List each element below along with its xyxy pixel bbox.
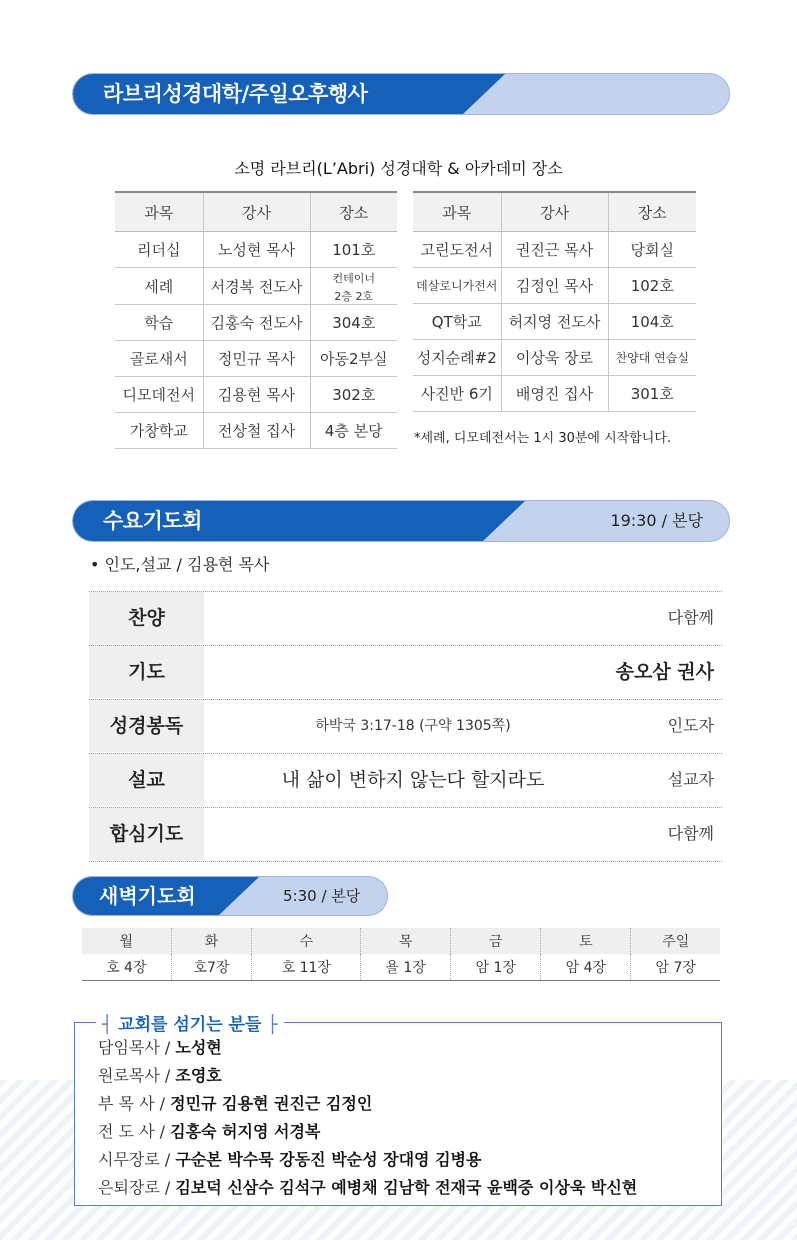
table-row: [413, 340, 696, 376]
place-cell: 102호: [608, 268, 696, 304]
staff-names: 조영호: [175, 1066, 222, 1085]
section-title: 수요기도회: [103, 509, 202, 533]
table-row: [413, 304, 696, 340]
day-cell: 주일: [631, 928, 720, 954]
table-row: [115, 377, 397, 413]
teacher-cell: 이상욱 장로: [501, 340, 608, 376]
place-line2: 2층 2호: [334, 290, 374, 303]
section-header-dawn: [72, 876, 388, 916]
reading-cell: 호7장: [171, 954, 252, 981]
title-divider-right: ├: [267, 1015, 278, 1035]
table-row: [115, 268, 397, 305]
service-time: 5:30 / 본당: [283, 887, 361, 905]
staff-role: 은퇴장로 /: [98, 1178, 176, 1197]
place-cell: 4층 본당: [310, 413, 397, 449]
order-label: 합심기도: [89, 808, 204, 860]
teacher-cell: 배영진 집사: [501, 376, 608, 412]
staff-names: 구순본 박수묵 강동진 박순성 장대영 김병용: [175, 1150, 482, 1169]
table-row: [115, 341, 397, 377]
days-row: [82, 928, 720, 954]
reading-cell: 암 1장: [451, 954, 541, 981]
order-row: [89, 808, 722, 862]
staff-role: 전 도 사 /: [98, 1122, 171, 1141]
teacher-cell: 김홍숙 전도사: [203, 305, 310, 341]
table-row: [115, 305, 397, 341]
service-time: 19:30 / 본당: [610, 511, 703, 530]
place-cell: 302호: [310, 377, 397, 413]
section-header-labri: [72, 73, 730, 115]
day-cell: 수: [252, 928, 361, 954]
teacher-cell: 서경복 전도사: [203, 268, 310, 305]
teacher-cell: 권진근 목사: [501, 232, 608, 268]
order-person: 설교자: [667, 770, 714, 789]
staff-row: [98, 1174, 637, 1202]
staff-role: 원로목사 /: [98, 1066, 176, 1085]
place-cell: 당회실: [608, 232, 696, 268]
staff-row: [98, 1146, 637, 1174]
order-row: [89, 700, 722, 754]
staff-row: [98, 1062, 637, 1090]
staff-names: 김보덕 신삼수 김석구 예병채 김남학 전재국 윤백중 이상욱 박신현: [175, 1178, 638, 1197]
table-row: [115, 232, 397, 268]
staff-title: 교회를 섬기는 분들: [118, 1015, 262, 1035]
leader-line: • 인도,설교 / 김용현 목사: [90, 555, 270, 574]
day-cell: 금: [451, 928, 541, 954]
day-cell: 목: [361, 928, 451, 954]
subject-cell: 골로새서: [115, 341, 203, 377]
place-line1: 컨테이너: [332, 272, 375, 285]
subject-cell: 세례: [115, 268, 203, 305]
order-label: 설교: [89, 754, 204, 806]
order-of-service: [89, 591, 722, 862]
section-header-wednesday: [72, 500, 730, 542]
dawn-reading-table: [82, 928, 720, 981]
table-header-row: [115, 192, 397, 232]
section-title: 새벽기도회: [99, 884, 196, 908]
subject-cell: 성지순례#2: [413, 340, 501, 376]
header-place: 장소: [608, 192, 696, 232]
day-cell: 월: [82, 928, 171, 954]
staff-row: [98, 1090, 637, 1118]
readings-row: [82, 954, 720, 981]
header-teacher: 강사: [203, 192, 310, 232]
staff-role: 담임목사 /: [98, 1038, 176, 1057]
staff-row: [98, 1118, 637, 1146]
table-row: [413, 232, 696, 268]
order-person: 송오삼 권사: [615, 661, 714, 683]
staff-names: 정민규 김용현 권진근 김정인: [170, 1094, 373, 1113]
table-row: [115, 413, 397, 449]
table-row: [413, 376, 696, 412]
staff-role: 시무장로 /: [98, 1150, 176, 1169]
table-row: [413, 268, 696, 304]
place-cell: 101호: [310, 232, 397, 268]
staff-role: 부 목 사 /: [98, 1094, 171, 1113]
teacher-cell: 정민규 목사: [203, 341, 310, 377]
reading-cell: 암 7장: [631, 954, 720, 981]
schedule-table-left: [115, 191, 397, 449]
order-person: 인도자: [667, 716, 714, 735]
staff-names: 김홍숙 허지영 서경복: [170, 1122, 321, 1141]
reading-cell: 욜 1장: [361, 954, 451, 981]
order-row: [89, 646, 722, 700]
subject-cell: 학습: [115, 305, 203, 341]
teacher-cell: 노성현 목사: [203, 232, 310, 268]
reading-cell: 호 11장: [252, 954, 361, 981]
place-cell: 304호: [310, 305, 397, 341]
place-cell: 104호: [608, 304, 696, 340]
teacher-cell: 허지영 전도사: [501, 304, 608, 340]
header-subject: 과목: [115, 192, 203, 232]
place-cell: 아동2부실: [310, 341, 397, 377]
subject-cell: QT학교: [413, 304, 501, 340]
sermon-title: 내 삶이 변하지 않는다 할지라도: [281, 769, 545, 791]
day-cell: 화: [171, 928, 252, 954]
subject-cell: 고린도전서: [413, 232, 501, 268]
header-place: 장소: [310, 192, 397, 232]
subject-cell: 데살로니가전서: [413, 268, 501, 304]
teacher-cell: 김용현 목사: [203, 377, 310, 413]
order-row: [89, 592, 722, 646]
order-row: [89, 754, 722, 808]
header-subject: 과목: [413, 192, 501, 232]
section-title: 라브리성경대학/주일오후행사: [103, 82, 368, 106]
place-cell: 찬양대 연습실: [608, 340, 696, 376]
title-divider-left: ┤: [102, 1015, 113, 1035]
schedule-note: *세례, 디모데전서는 1시 30분에 시작합니다.: [414, 431, 672, 446]
reading-cell: 호 4장: [82, 954, 171, 981]
teacher-cell: 김정인 목사: [501, 268, 608, 304]
order-label: 찬양: [89, 592, 204, 644]
schedule-caption: 소명 라브리(L’Abri) 성경대학 & 아카데미 장소: [234, 159, 563, 178]
header-teacher: 강사: [501, 192, 608, 232]
staff-list: [98, 1034, 637, 1202]
subject-cell: 디모데전서: [115, 377, 203, 413]
staff-title-wrap: [96, 1010, 284, 1035]
order-person: 다함께: [667, 608, 714, 627]
order-detail: 하박국 3:17-18 (구약 1305쪽): [315, 718, 511, 734]
day-cell: 토: [541, 928, 631, 954]
order-label: 성경봉독: [89, 700, 204, 752]
place-cell: 301호: [608, 376, 696, 412]
subject-cell: 가창학교: [115, 413, 203, 449]
subject-cell: 리더십: [115, 232, 203, 268]
schedule-table-right: [413, 191, 696, 412]
staff-names: 노성현: [175, 1038, 222, 1057]
subject-cell: 사진반 6기: [413, 376, 501, 412]
place-cell: [310, 268, 397, 305]
order-person: 다함께: [667, 824, 714, 843]
order-label: 기도: [89, 646, 204, 698]
reading-cell: 암 4장: [541, 954, 631, 981]
staff-row: [98, 1034, 637, 1062]
teacher-cell: 전상철 집사: [203, 413, 310, 449]
table-header-row: [413, 192, 696, 232]
